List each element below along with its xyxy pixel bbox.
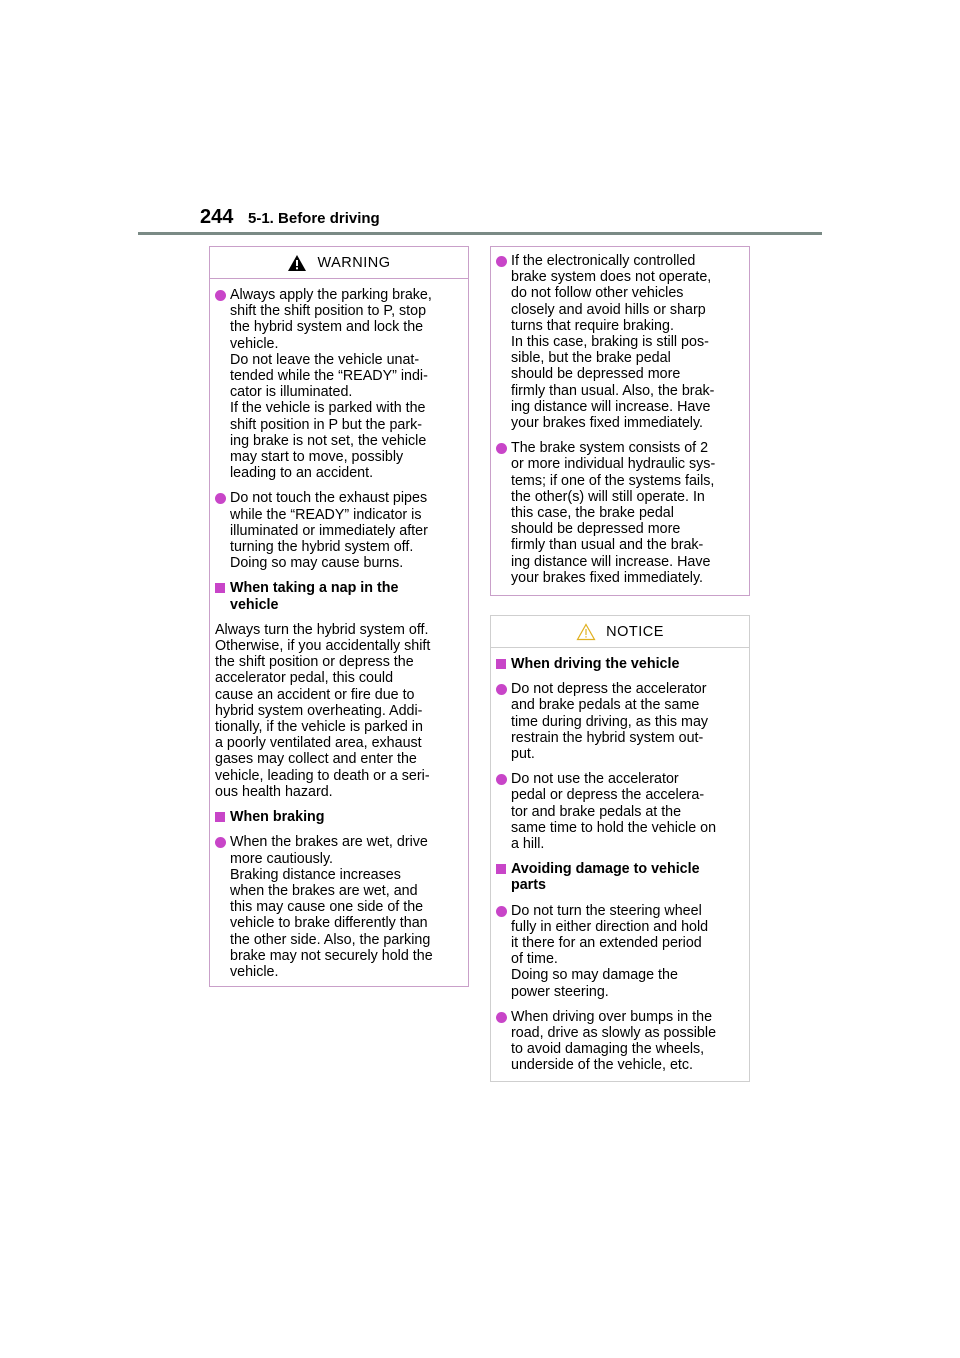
bullet-item <box>496 253 743 431</box>
warning-continued-box <box>490 246 750 596</box>
subheading <box>496 861 743 893</box>
notice-box <box>490 615 750 1082</box>
bullet-item <box>496 440 743 586</box>
bullet-text: If the electronically controlled brake system does not operate, do not follow other vehicles closely and avoid hills or sharp turns that require braking. In this case, braking is still pos- sible, but the brake pedal should be depressed more firmly than usual. Also, the brak- ing distance will increase. Have your brakes fixed immediately. <box>511 253 715 432</box>
paragraph: Always turn the hybrid system off. Otherwise, if you accidentally shift the shift position or depress the accelerator pedal, this could cause an accident or fire due to hybrid system overheating. Addi- tionally, if the vehicle is parked in a poorly ventilated area, exhaust gases may collect and enter the vehicle, leading to death or a seri- ous health hazard. <box>215 621 431 800</box>
square-bullet-icon <box>215 812 225 822</box>
bullet-text: The brake system consists of 2 or more individual hydraulic sys- tems; if one of the systems fails, the other(s) will still operate. In this case, the brake pedal should be depressed more firmly than usual and the brak- ing distance will increase. Have your brakes fixed immediately. <box>511 440 716 586</box>
subheading <box>215 580 462 612</box>
subheading <box>215 809 462 825</box>
warning-triangle-icon <box>287 254 307 272</box>
round-bullet-icon <box>496 443 507 454</box>
header-rule <box>138 232 822 235</box>
bullet-item <box>215 490 462 571</box>
subheading-text: Avoiding damage to vehicle parts <box>511 861 700 894</box>
subheading-text: When taking a nap in the vehicle <box>230 580 399 613</box>
bullet-item <box>496 903 743 1000</box>
caution-triangle-icon <box>576 623 596 641</box>
round-bullet-icon <box>496 774 507 785</box>
bullet-item <box>496 681 743 762</box>
warning-header <box>210 247 468 279</box>
notice-title: NOTICE <box>606 623 664 640</box>
bullet-text: When the brakes are wet, drive more cautiously. Braking distance increases when the brakes are wet, and this may cause one side of the vehicle to brake differently than the other side. Also, the parking brake may not securely hold the vehicle. <box>230 834 433 980</box>
subheading-text: When driving the vehicle <box>511 656 680 672</box>
bullet-text: Do not use the accelerator pedal or depress the accelera- tor and brake pedals at the same time to hold the vehicle on a hill. <box>511 771 717 853</box>
round-bullet-icon <box>215 837 226 848</box>
round-bullet-icon <box>496 906 507 917</box>
warning-box <box>209 246 469 987</box>
bullet-item <box>215 834 462 980</box>
square-bullet-icon <box>496 659 506 669</box>
bullet-item <box>496 1009 743 1074</box>
warning-title: WARNING <box>317 254 391 271</box>
page-number: 244 <box>200 206 234 228</box>
round-bullet-icon <box>215 493 226 504</box>
round-bullet-icon <box>215 290 226 301</box>
bullet-text: Do not turn the steering wheel fully in either direction and hold it there for an extended period of time. Doing so may damage the power steering. <box>511 902 709 1000</box>
warning-continued-content <box>491 247 749 601</box>
round-bullet-icon <box>496 684 507 695</box>
square-bullet-icon <box>496 864 506 874</box>
round-bullet-icon <box>496 256 507 267</box>
subheading <box>496 656 743 672</box>
subheading-text: When braking <box>230 809 325 826</box>
notice-content <box>491 648 749 1089</box>
square-bullet-icon <box>215 583 225 593</box>
bullet-text: Do not depress the accelerator and brake pedals at the same time during driving, as this may restrain the hybrid system out- put. <box>511 681 709 763</box>
notice-header <box>491 616 749 648</box>
bullet-text: Do not touch the exhaust pipes while the “READY” indicator is illuminated or immediately after turning the hybrid system off. Doing so may cause burns. <box>230 490 428 572</box>
bullet-text: Always apply the parking brake, shift the shift position to P, stop the hybrid system and lock the vehicle. Do not leave the vehicle unat- tended while the “READY” indi- cator is illuminated. If the vehicle is parked with the shift position in P but the park- ing brake is not set, the vehicle may start to move, possibly leading to an accident. <box>230 287 432 482</box>
warning-content <box>210 279 468 995</box>
bullet-item <box>496 771 743 852</box>
bullet-text: When driving over bumps in the road, drive as slowly as possible to avoid damaging the wheels, underside of the vehicle, etc. <box>511 1008 717 1074</box>
round-bullet-icon <box>496 1012 507 1023</box>
section-title: 5-1. Before driving <box>248 210 380 227</box>
bullet-item <box>215 287 462 481</box>
